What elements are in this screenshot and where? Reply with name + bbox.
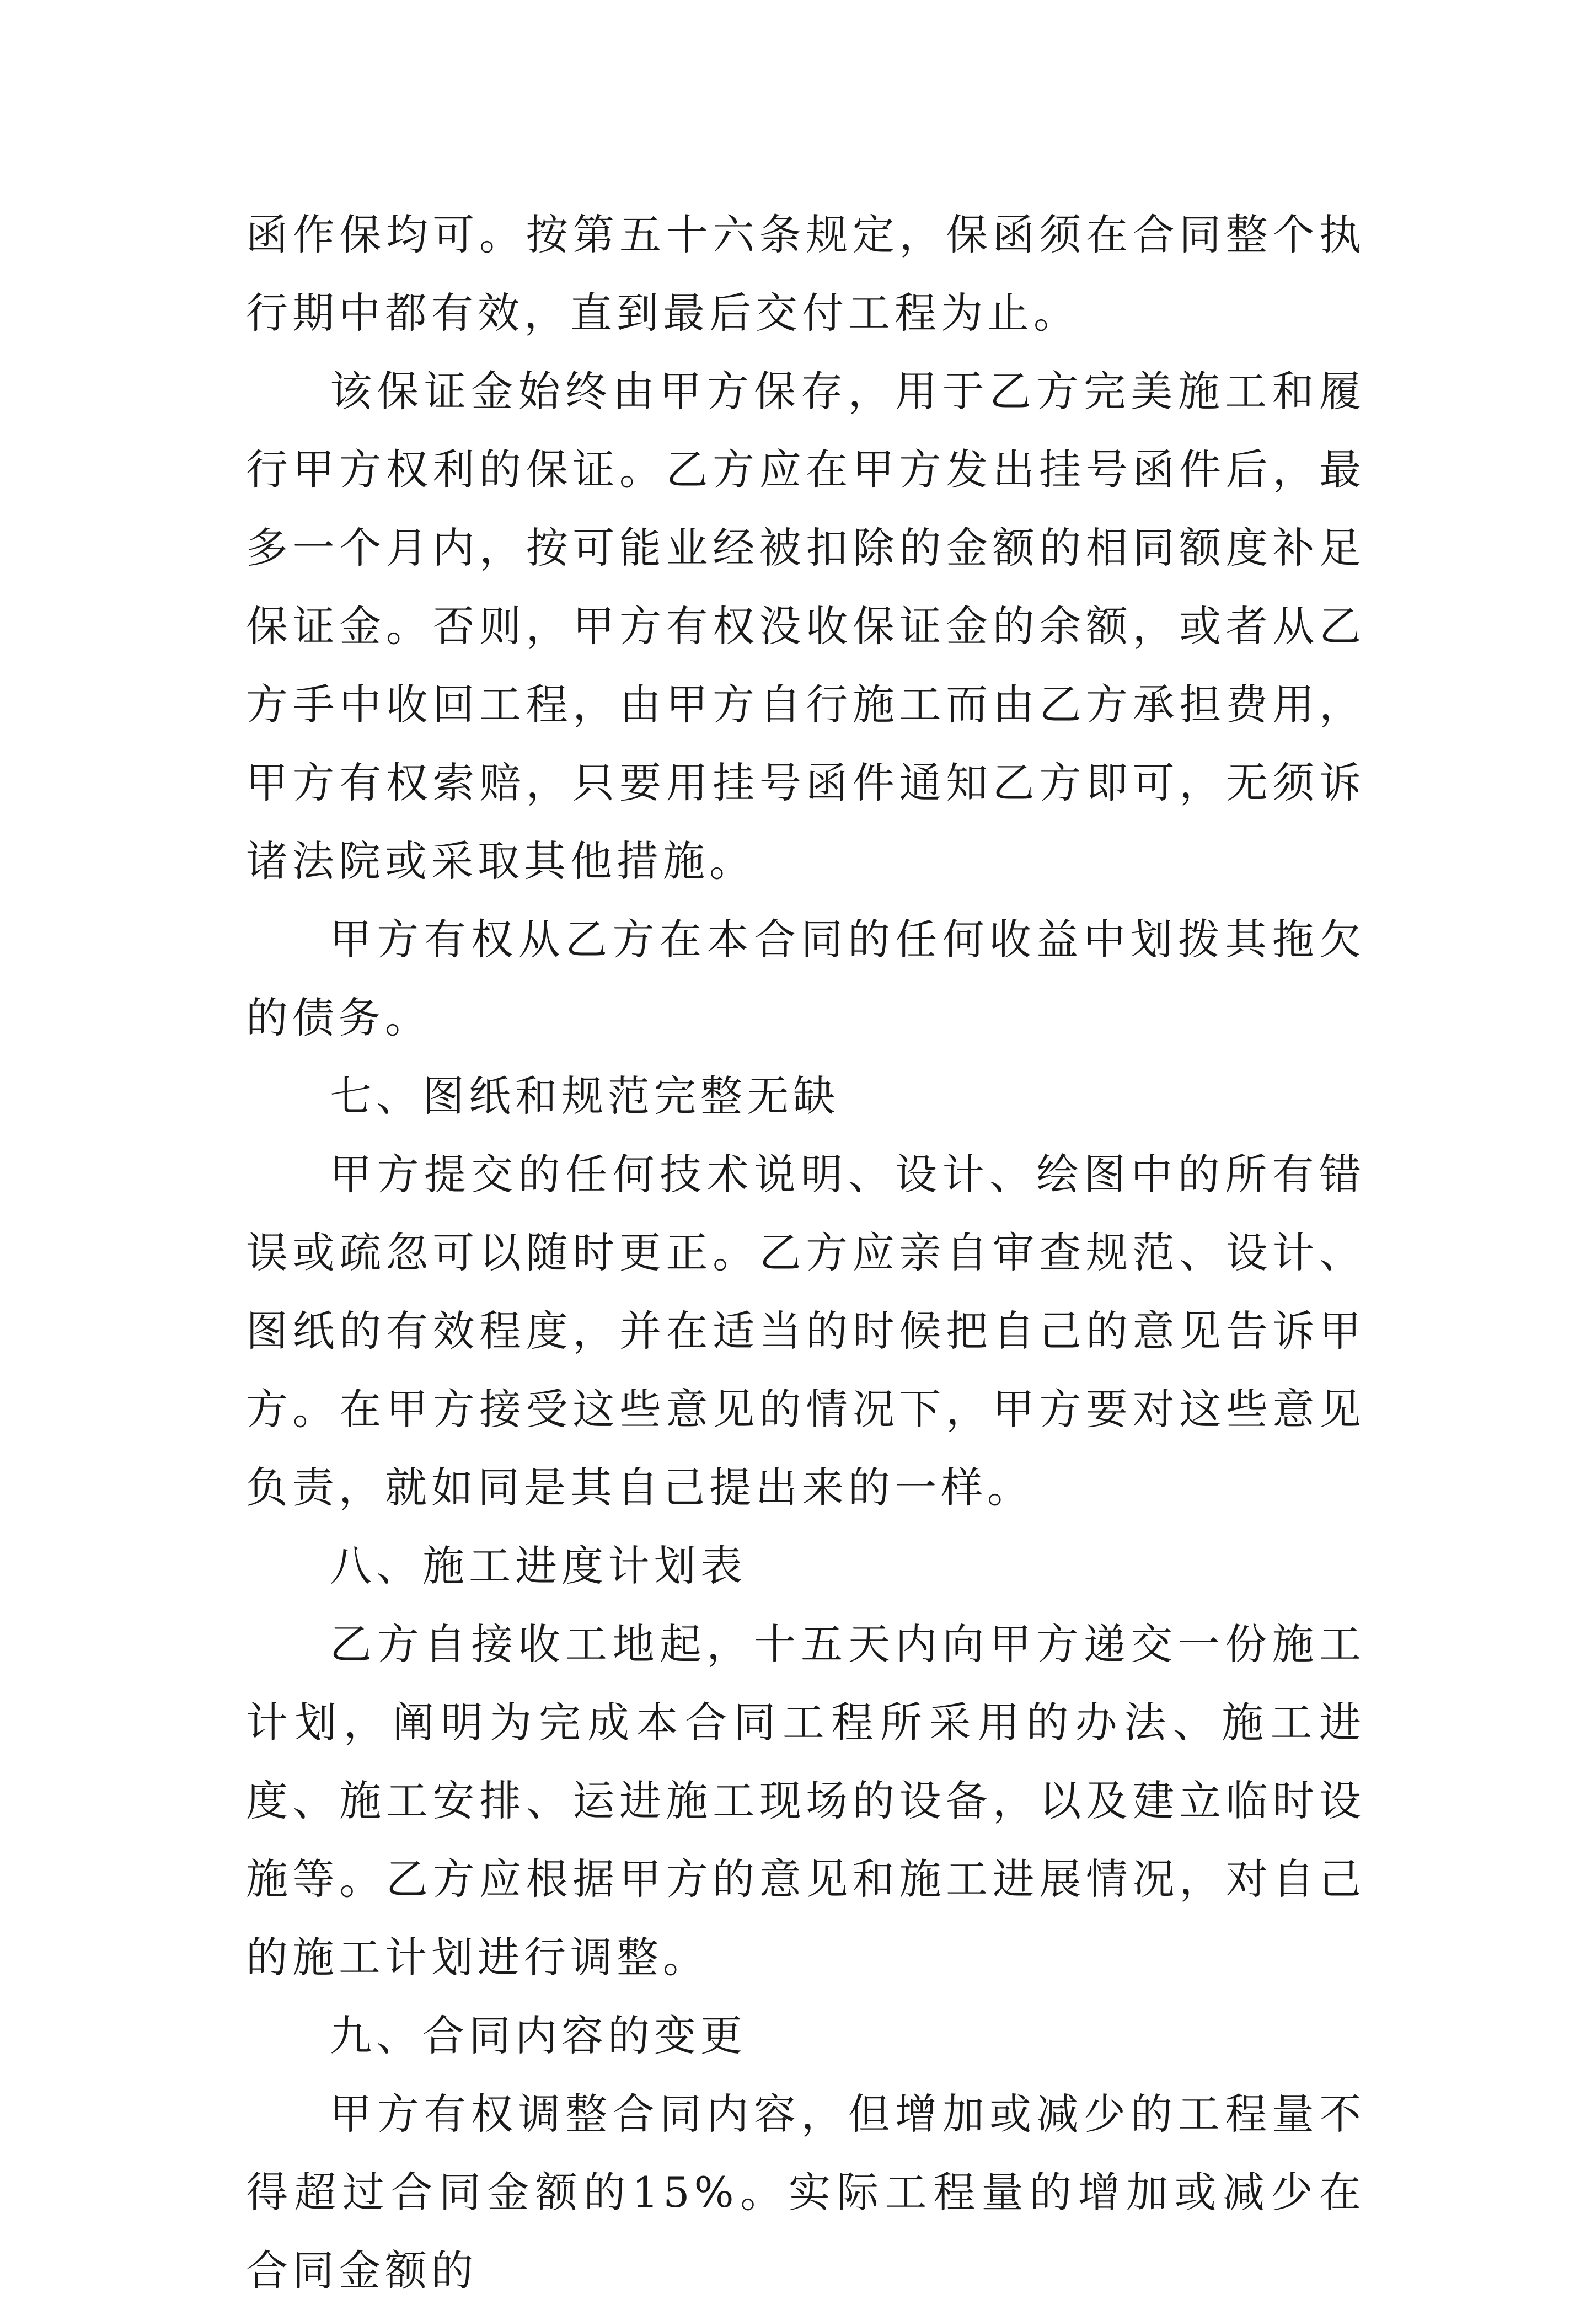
paragraph-contract-adjustment: 甲方有权调整合同内容，但增加或减少的工程量不得超过合同金额的15%。实际工程量的增加或减少在合同金额的 [246, 2089, 1365, 2295]
document-body [246, 196, 1365, 2310]
paragraph-drawings-corrections: 甲方提交的任何技术说明、设计、绘图中的所有错误或疏忽可以随时更正。乙方应亲自审查规范、设计、图纸的有效程度，并在适当的时候把自己的意见告诉甲方。在甲方接受这些意见的情况下，甲方要对这些意见负责，就如同是其自己提出来的一样。 [246, 1150, 1365, 1512]
paragraph-guarantee-validity: 函作保均可。按第五十六条规定，保函须在合同整个执行期中都有效，直到最后交付工程为止。 [246, 210, 1365, 337]
paragraph-deposit-custody: 该保证金始终由甲方保存，用于乙方完美施工和履行甲方权利的保证。乙方应在甲方发出挂号函件后，最多一个月内，按可能业经被扣除的金额的相同额度补足保证金。否则，甲方有权没收保证金的余额，或者从乙方手中收回工程，由甲方自行施工而由乙方承担费用，甲方有权索赔，只要用挂号函件通知乙方即可，无须诉诸法院或采取其他措施。 [246, 367, 1365, 886]
section-heading-schedule: 八、施工进度计划表 [330, 1541, 747, 1590]
paragraph-construction-plan: 乙方自接收工地起，十五天内向甲方递交一份施工计划，阐明为完成本合同工程所采用的办法、施工进度、施工安排、运进施工现场的设备，以及建立临时设施等。乙方应根据甲方的意见和施工进展情况，对自己的施工计划进行调整。 [246, 1620, 1365, 1982]
section-heading-changes: 九、合同内容的变更 [330, 2011, 747, 2060]
paragraph-debt-deduction: 甲方有权从乙方在本合同的任何收益中划拨其拖欠的债务。 [246, 915, 1365, 1042]
section-heading-drawings: 七、图纸和规范完整无缺 [330, 1071, 839, 1121]
